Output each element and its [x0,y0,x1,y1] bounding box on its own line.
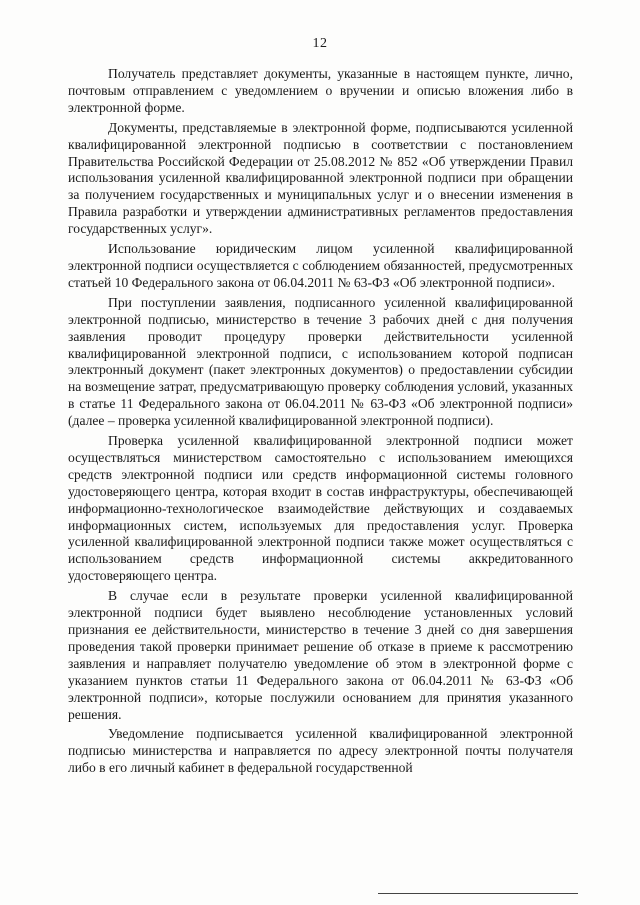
paragraph: Использование юридическим лицом усиленной квалифицированной электронной подписи осуществляется с соблюдением обязанностей, предусмотренных статьей 10 Федерального закона от 06.04.2011 № 63-ФЗ «Об электронной подписи». [68,241,573,290]
page-number: 12 [312,36,328,51]
document-body [68,66,573,780]
paragraph: При поступлении заявления, подписанного усиленной квалифицированной электронной подписью, министерство в течение 3 рабочих дней с дня получения заявления проводит процедуру проверки действительности усиленной квалифицированной электронной подписи, с использованием которой подписан электронный документ (пакет электронных документов) о предоставлении субсидии на возмещение затрат, предусматривающую проверку соблюдения условий, указанных в статье 11 Федерального закона от 06.04.2011 № 63-ФЗ «Об электронной подписи» (далее – проверка усиленной квалифицированной электронной подписи). [68,294,573,429]
paragraph: Проверка усиленной квалифицированной электронной подписи может осуществляться министерством самостоятельно с использованием имеющихся средств электронной подписи или средств информационной системы головного удостоверяющего центра, которая входит в состав инфраструктуры, обеспечивающей информационно-технологическое взаимодействие действующих и создаваемых информационных систем, используемых для предоставления услуг. Проверка усиленной квалифицированной электронной подписи также может осуществляться с использованием средств информационной системы аккредитованного удостоверяющего центра. [68,433,573,584]
paragraph: В случае если в результате проверки усиленной квалифицированной электронной подписи будет выявлено несоблюдение установленных условий признания ее действительности, министерство в течение 3 дней со дня завершения проведения такой проверки принимает решение об отказе в приеме к рассмотрению заявления и направляет получателю уведомление об этом в электронной форме с указанием пунктов статьи 11 Федерального закона от 06.04.2011 № 63-ФЗ «Об электронной подписи», которые послужили основанием для принятия указанного решения. [68,588,573,722]
paragraph: Получатель представляет документы, указанные в настоящем пункте, лично, почтовым отправлением с уведомлением о вручении и описью вложения либо в электронной форме. [68,66,573,115]
paragraph: Уведомление подписывается усиленной квалифицированной электронной подписью министерства и направляется по адресу электронной почты получателя либо в его личный кабинет в федеральной государственной [68,726,573,776]
bottom-rule [378,893,578,894]
paragraph: Документы, представляемые в электронной форме, подписываются усиленной квалифицированной электронной подписью в соответствии с постановлением Правительства Российской Федерации от 25.08.2012 № 852 «Об утверждении Правил использования усиленной квалифицированной электронной подписи при обращении за получением государственных и муниципальных услуг и о внесении изменения в Правила разработки и утверждении административных регламентов предоставления государственных услуг». [68,119,573,237]
